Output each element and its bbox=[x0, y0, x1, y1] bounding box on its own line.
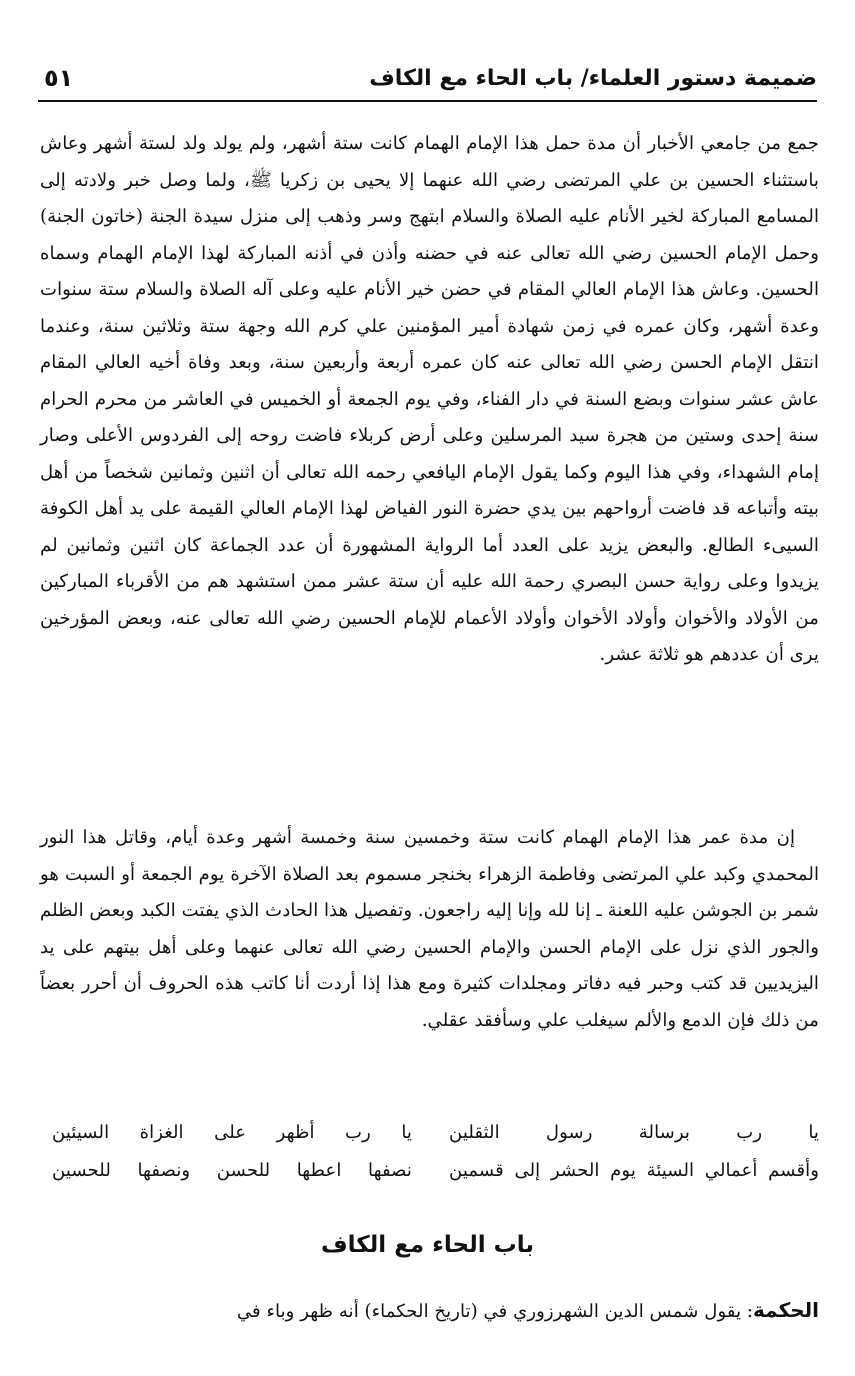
verse-second-hemistich: نصفها اعطها للحسن ونصفها للحسين bbox=[52, 1160, 412, 1181]
page-header bbox=[38, 62, 817, 102]
verse-first-hemistich: وأقسم أعمالي السيئة يوم الحشر إلى قسمين bbox=[449, 1160, 819, 1181]
verse-line bbox=[40, 1160, 819, 1196]
section-heading: باب الحاء مع الكاف bbox=[320, 1232, 535, 1258]
definition-term: الحكمة bbox=[753, 1298, 819, 1322]
body-paragraph-1 bbox=[40, 126, 819, 674]
paragraph-text: جمع من جامعي الأخبار أن مدة حمل هذا الإمام الهمام كانت ستة أشهر، ولم يولد ولد لستة أشهر وعاش باستثناء الحسين بن علي المرتضى رضي الله عنهما إلا يحيى بن زكريا ﷺ، ولما وصل خبر ولادته إلى المسامع المباركة لخير الأنام عليه الصلاة والسلام ابتهج وسر وذهب إلى منزل سيدة الجنة (خاتون الجنة) وحمل الإمام الحسين رضي الله تعالى عنه في حضنه وأذن في أذنه المباركة لهذا الإمام الهمام وسماه الحسين. وعاش هذا الإمام العالي المقام في حضن خير الأنام عليه وعلى آله الصلاة والسلام ستة سنوات وعدة أشهر، وكان عمره في زمن شهادة أمير المؤمنين علي كرم الله وجهة ستة وثلاثين سنة، وعندما انتقل الإمام الحسن رضي الله تعالى عنه كان عمره أربعة وأربعين سنة، وبعد وفاة أخيه العالي المقام عاش عشر سنوات وبضع السنة في دار الفناء، وفي يوم الجمعة أو الخميس في العاشر من محرم الحرام سنة إحدى وستين من هجرة سيد المرسلين وعلى أرض كربلاء فاضت روحه إلى الفردوس الأعلى وصار إمام الشهداء، وفي هذا اليوم وكما يقول الإمام اليافعي رحمه الله تعالى أن اثنين وثمانين شخصاً من أهل بيته وأتباعه قد فاضت أرواحهم بين يدي حضرة النور الفياض لهذا الإمام العالي القيمة على يد أهل الكوفة السيىء الطالع. والبعض يزيد على العدد أما الرواية المشهورة أن عدد الجماعة كان اثنين وثمانين لم يزيدوا وعلى رواية حسن البصري رحمة الله عليه أن ستة عشر ممن استشهد هم من الأقرباء المباركين من الأولاد والأخوان وأولاد الأخوان وأولاد الأعمام للإمام الحسين رضي الله تعالى عنه، وبعض المؤرخين يرى أن عددهم هو ثلاثة عشر. bbox=[40, 133, 819, 665]
verse-line bbox=[40, 1122, 819, 1158]
definition-text: : يقول شمس الدين الشهرزوري في (تاريخ الحكماء) أنه ظهر وباء في bbox=[236, 1301, 754, 1322]
running-title: ضميمة دستور العلماء/ باب الحاء مع الكاف bbox=[369, 66, 817, 91]
verse-first-hemistich: يا رب برسالة رسول الثقلين bbox=[449, 1122, 819, 1143]
page-number: ٥١ bbox=[44, 64, 74, 92]
verse-second-hemistich: يا رب أظهر على الغزاة السيئين bbox=[52, 1122, 412, 1143]
definition-entry bbox=[40, 1292, 819, 1330]
body-paragraph-2 bbox=[40, 820, 819, 1039]
paragraph-text: إن مدة عمر هذا الإمام الهمام كانت ستة وخمسين سنة وخمسة أشهر وعدة أيام، وقاتل هذا النور المحمدي وكبد علي المرتضى وفاطمة الزهراء بخنجر مسموم بعد الصلاة الآخرة يوم الجمعة أو السبت هو شمر بن الجوشن عليه اللعنة ـ إنا لله وإنا إليه راجعون. وتفصيل هذا الحادث الذي يفتت الكبد وبعض الظلم والجور الذي نزل على الإمام الحسن والإمام الحسين رضي الله تعالى عنهما وعلى أهل بيتهم على يد اليزيديين قد كتب وحبر فيه دفاتر ومجلدات كثيرة ومع هذا إذا أردت أنا كاتب هذه الحروف أن أحرر بعضاً من ذلك فإن الدمع والألم سيغلب علي وسأفقد عقلي. bbox=[40, 827, 819, 1031]
